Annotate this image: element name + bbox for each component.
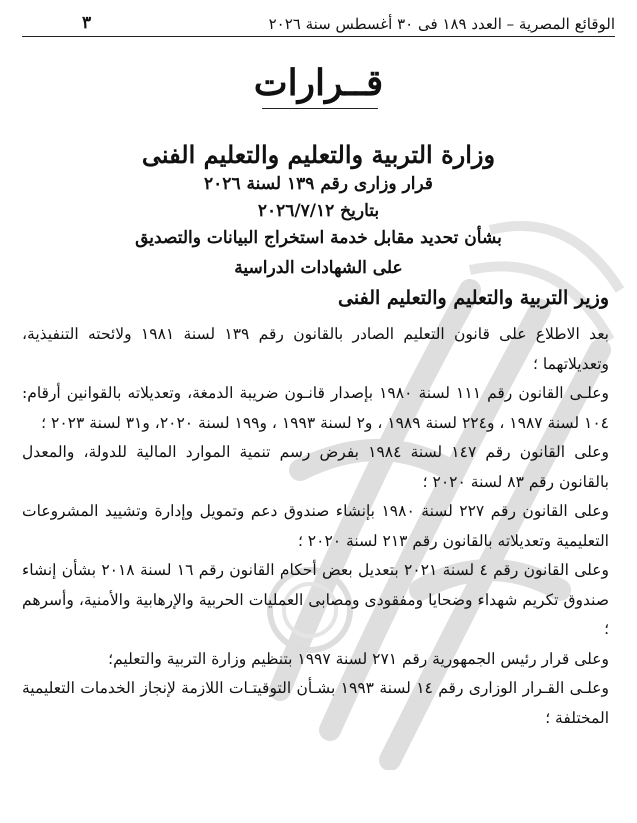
page-number: ٣ [82,13,92,33]
section-title: قــرارات [253,62,384,104]
decision-number: قرار وزارى رقم ١٣٩ لسنة ٢٠٢٦ [204,174,433,194]
decision-preamble [22,320,609,733]
ministry-name: وزارة التربية والتعليم والتعليم الفنى [141,140,496,169]
decision-subject-line-2: على الشهادات الدراسية [234,258,403,278]
gazette-issue-title: الوقائع المصرية – العدد ١٨٩ فى ٣٠ أغسطس سنة ٢٠٢٦ [268,15,615,33]
minister-heading: وزير التربية والتعليم والتعليم الفنى [338,287,609,309]
title-underline [262,108,378,109]
preamble-paragraph: بعد الاطلاع على قانون التعليم الصادر بالقانون رقم ١٣٩ لسنة ١٩٨١ ولائحته التنفيذية، وتعديلاتهما ؛ [22,325,609,373]
gazette-header [22,10,615,37]
decision-date: بتاريخ ٢٠٢٦/٧/١٢ [257,201,380,221]
preamble-paragraph: وعلـى القانون رقم ١١١ لسنة ١٩٨٠ بإصدار قانـون ضريبة الدمغة، وتعديلاته بالقوانين أرقام: ١٠٤ لسنة ١٩٨٧ ، و٢٢٤ لسنة ١٩٨٩ ، و٢ لسنة ١٩٩٣ ، و١٩٩ لسنة ٢٠٢٠، و٣١ لسنة ٢٠٢٣ ؛ [22,384,609,432]
preamble-paragraph: وعلى القانون رقم ٢٢٧ لسنة ١٩٨٠ بإنشاء صندوق دعم وتمويل وإدارة وتشييد المشروعات التعليمية وتعديلاته بالقانون رقم ٢١٣ لسنة ٢٠٢٠ ؛ [22,502,609,550]
decision-subject-line-1: بشأن تحديد مقابل خدمة استخراج البيانات والتصديق [135,228,502,248]
preamble-paragraph: وعلى القانون رقم ٤ لسنة ٢٠٢١ بتعديل بعض أحكام القانون رقم ١٦ لسنة ٢٠١٨ بشأن إنشاء صندوق تكريم شهداء وضحايا ومفقودى ومصابى العمليات الحربية والإرهابية والأمنية، وأسرهم ؛ [22,561,610,638]
preamble-paragraph: وعلى القانون رقم ١٤٧ لسنة ١٩٨٤ بفرض رسم تنمية الموارد المالية للدولة، والمعدل بالقانون رقم ٨٣ لسنة ٢٠٢٠ ؛ [22,443,609,491]
preamble-paragraph: وعلى قرار رئيس الجمهورية رقم ٢٧١ لسنة ١٩٩٧ بتنظيم وزارة التربية والتعليم؛ [108,649,609,668]
preamble-paragraph: وعلـى القـرار الوزارى رقم ١٤ لسنة ١٩٩٣ بشـأن التوقيتـات اللازمة لإنجاز الخدمات التعليمية المختلفة ؛ [22,679,609,727]
